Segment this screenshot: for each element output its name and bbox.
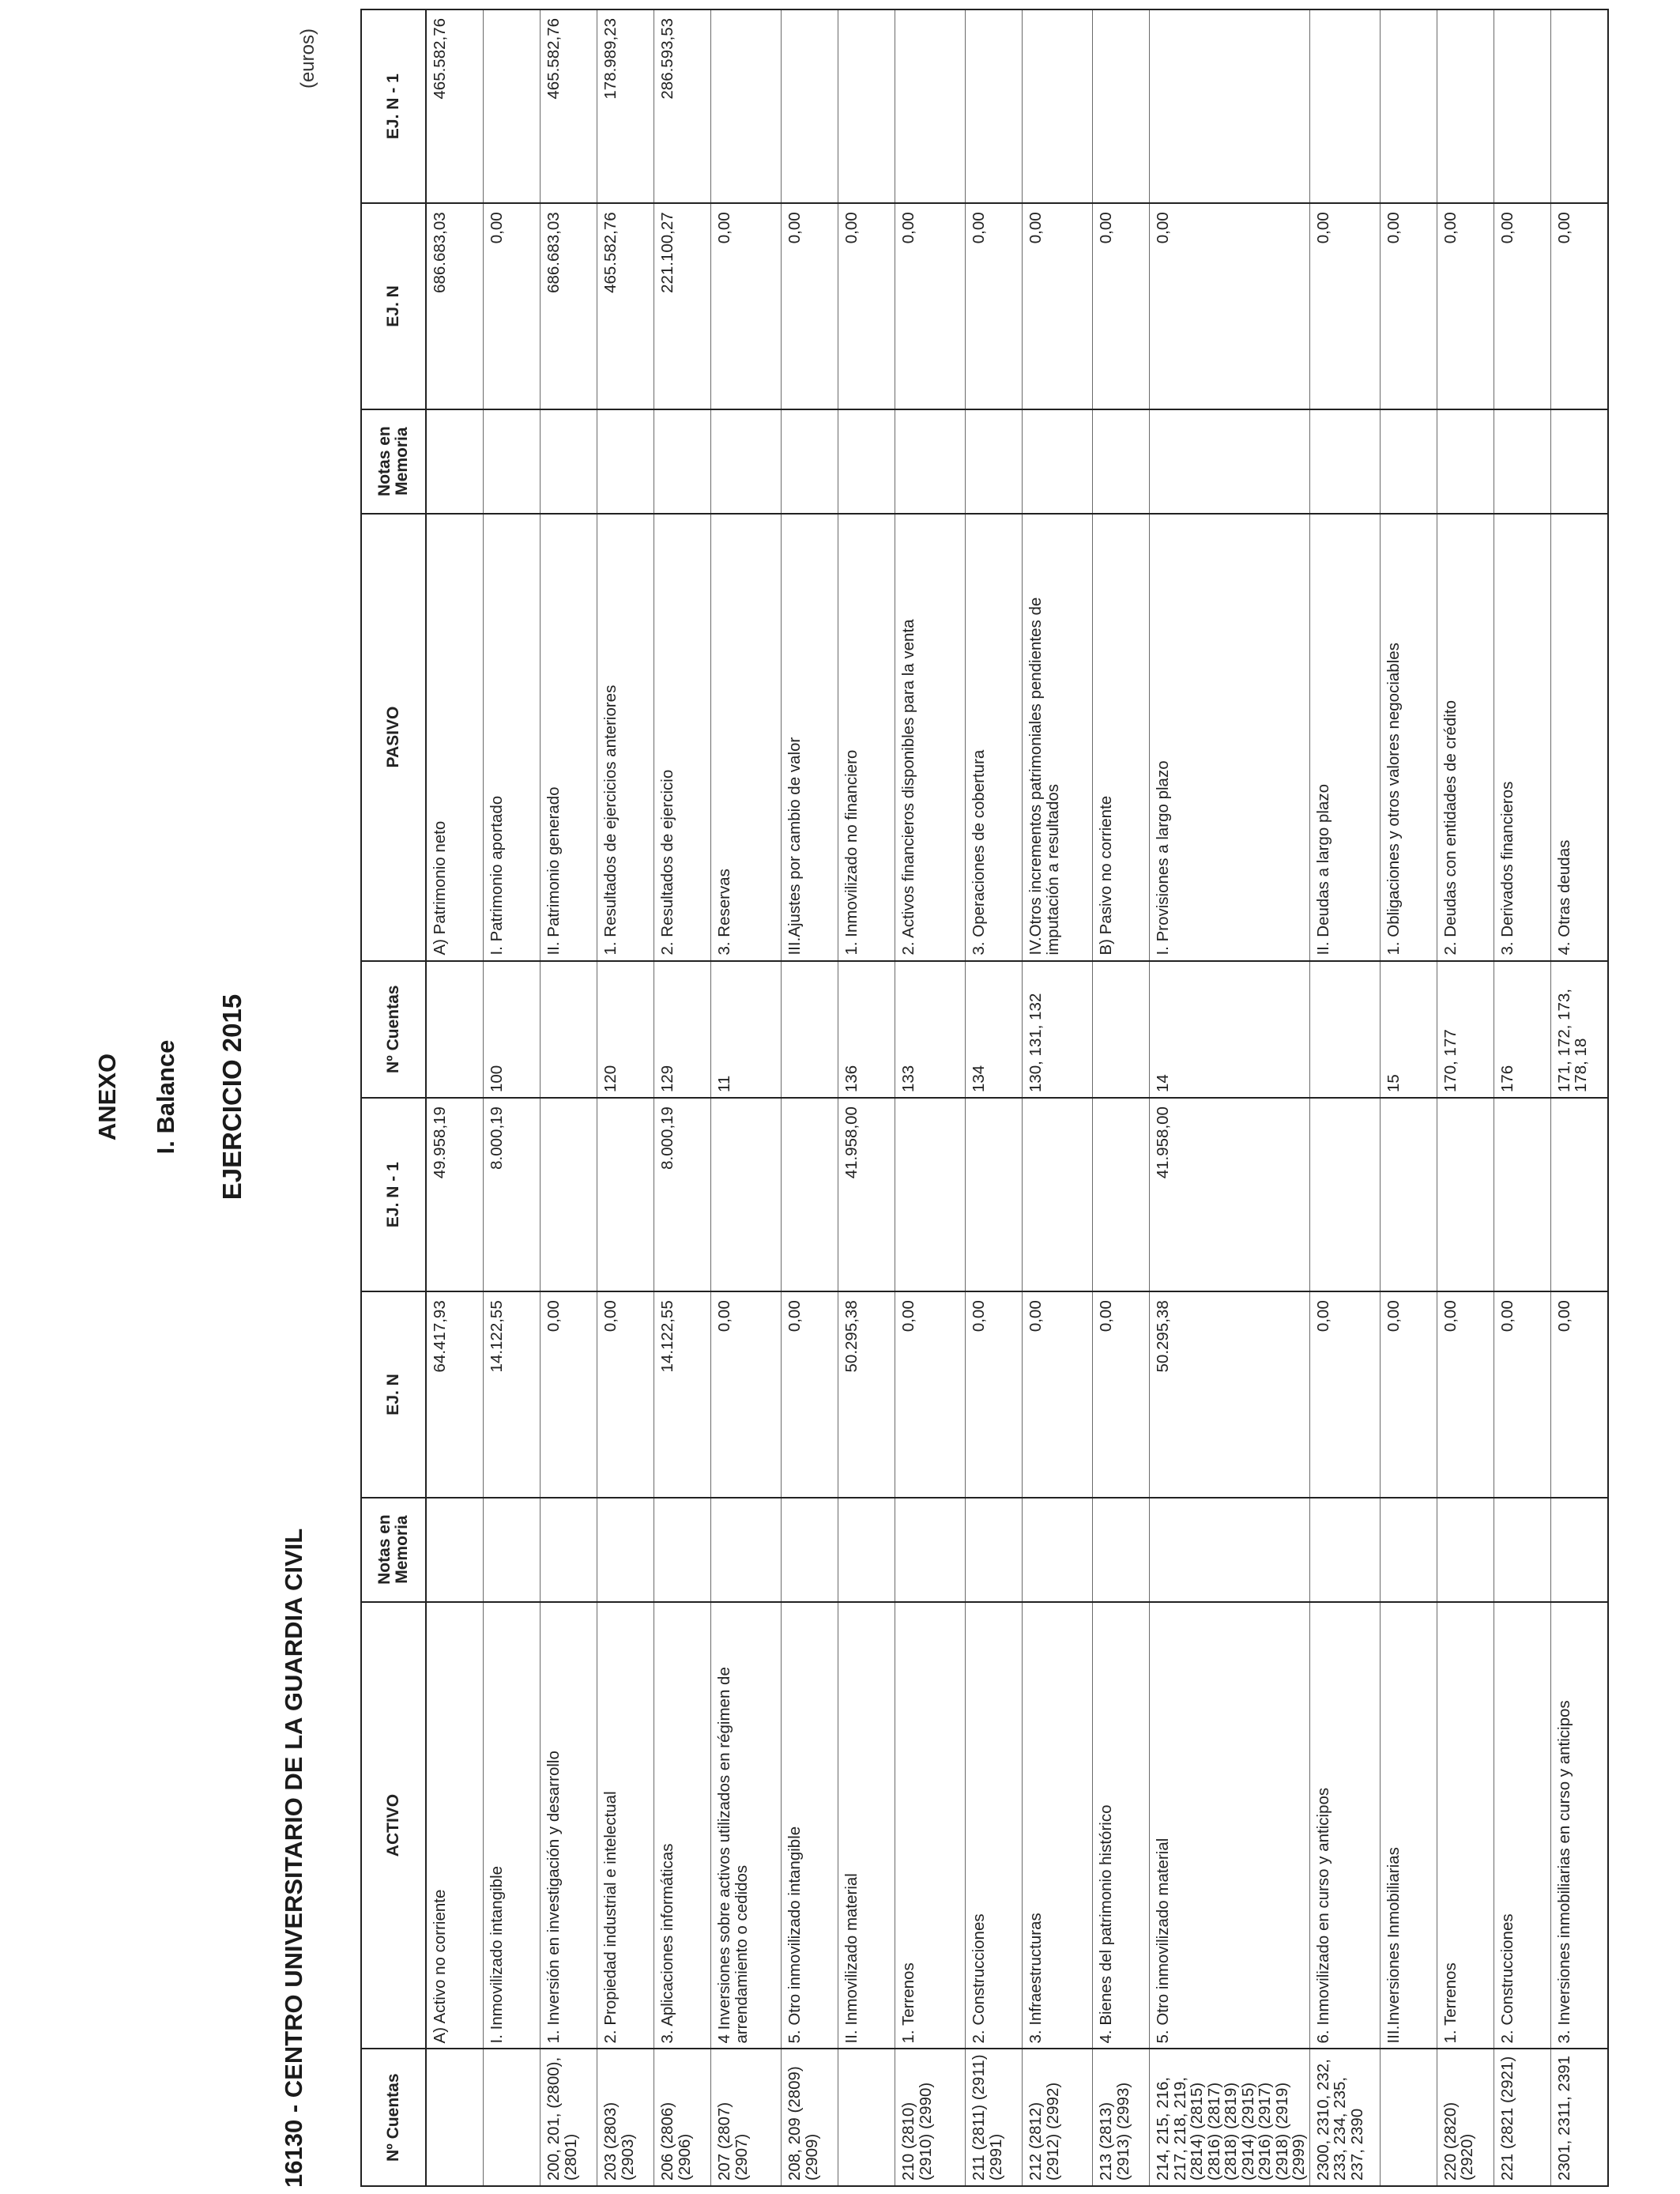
activo-accounts-cell: 210 (2810) (2910) (2990) [895, 2049, 966, 2186]
activo-ej-n-cell: 0,00 [1380, 1291, 1437, 1497]
header-activo-ej-n: EJ. N [361, 1291, 426, 1497]
pasivo-label-cell: II. Deudas a largo plazo [1309, 514, 1380, 961]
pasivo-ej-n1-cell [711, 9, 782, 203]
activo-ej-n-cell: 0,00 [1093, 1291, 1150, 1497]
activo-label-cell: 5. Otro inmovilizado material [1150, 1602, 1310, 2049]
pasivo-notes-cell [1093, 409, 1150, 514]
activo-label-cell: 1. Terrenos [1437, 1602, 1494, 2049]
pasivo-label-cell: 1. Inmovilizado no financiero [838, 514, 895, 961]
activo-notes-cell [1437, 1498, 1494, 1602]
notes-line2: Memoria [393, 427, 411, 496]
table-row [1437, 9, 1494, 2186]
activo-ej-n1-cell [541, 1098, 597, 1291]
activo-notes-cell [711, 1498, 782, 1602]
activo-notes-cell [1494, 1498, 1550, 1602]
pasivo-notes-cell [782, 409, 838, 514]
pasivo-ej-n1-cell [1150, 9, 1310, 203]
activo-label-cell: III.Inversiones Inmobiliarias [1380, 1602, 1437, 2049]
activo-notes-cell [1550, 1498, 1608, 1602]
header-row [361, 9, 426, 2186]
activo-notes-cell [838, 1498, 895, 1602]
pasivo-accounts-cell: 170, 177 [1437, 961, 1494, 1099]
activo-label-cell: I. Inmovilizado intangible [484, 1602, 541, 2049]
activo-accounts-cell [838, 2049, 895, 2186]
pasivo-ej-n1-cell [966, 9, 1023, 203]
pasivo-ej-n-cell: 465.582,76 [597, 203, 654, 409]
pasivo-ej-n-cell: 0,00 [1093, 203, 1150, 409]
activo-notes-cell [966, 1498, 1023, 1602]
pasivo-notes-cell [426, 409, 484, 514]
pasivo-notes-cell [1150, 409, 1310, 514]
activo-notes-cell [782, 1498, 838, 1602]
pasivo-ej-n1-cell [484, 9, 541, 203]
pasivo-notes-cell [966, 409, 1023, 514]
activo-ej-n-cell: 0,00 [1550, 1291, 1608, 1497]
activo-label-cell: 1. Inversión en investigación y desarrollo [541, 1602, 597, 2049]
pasivo-notes-cell [838, 409, 895, 514]
pasivo-label-cell: 3. Reservas [711, 514, 782, 961]
activo-ej-n1-cell [1093, 1098, 1150, 1291]
pasivo-ej-n1-cell [1550, 9, 1608, 203]
activo-accounts-cell: 206 (2806) (2906) [654, 2049, 711, 2186]
pasivo-notes-cell [895, 409, 966, 514]
pasivo-accounts-cell: 120 [597, 961, 654, 1099]
activo-label-cell: 3. Aplicaciones informáticas [654, 1602, 711, 2049]
pasivo-accounts-cell: 129 [654, 961, 711, 1099]
activo-label-cell: 2. Construcciones [1494, 1602, 1550, 2049]
pasivo-ej-n-cell: 0,00 [1150, 203, 1310, 409]
activo-label-cell: 2. Propiedad industrial e intelectual [597, 1602, 654, 2049]
pasivo-label-cell: 4. Otras deudas [1550, 514, 1608, 961]
activo-accounts-cell: 200, 201, (2800), (2801) [541, 2049, 597, 2186]
pasivo-ej-n1-cell [1023, 9, 1093, 203]
pasivo-accounts-cell: 14 [1150, 961, 1310, 1099]
activo-ej-n1-cell: 8.000,19 [484, 1098, 541, 1291]
pasivo-notes-cell [1023, 409, 1093, 514]
activo-ej-n1-cell [1437, 1098, 1494, 1291]
activo-label-cell: A) Activo no corriente [426, 1602, 484, 2049]
pasivo-ej-n-cell: 221.100,27 [654, 203, 711, 409]
pasivo-ej-n-cell: 0,00 [1550, 203, 1608, 409]
notes-line1: Notas en [375, 1514, 394, 1585]
table-row [654, 9, 711, 2186]
activo-accounts-cell: 208, 209 (2809) (2909) [782, 2049, 838, 2186]
activo-label-cell: 1. Terrenos [895, 1602, 966, 2049]
header-activo-notes [361, 1498, 426, 1602]
table-row [1380, 9, 1437, 2186]
table-row [1023, 9, 1093, 2186]
activo-ej-n-cell: 0,00 [966, 1291, 1023, 1497]
pasivo-notes-cell [1437, 409, 1494, 514]
activo-notes-cell [1023, 1498, 1093, 1602]
header-pasivo-notes [361, 409, 426, 514]
table-row [1093, 9, 1150, 2186]
table-body [426, 9, 1608, 2186]
table-row [1550, 9, 1608, 2186]
pasivo-accounts-cell [1093, 961, 1150, 1099]
pasivo-ej-n-cell: 0,00 [1437, 203, 1494, 409]
activo-accounts-cell: 203 (2803) (2903) [597, 2049, 654, 2186]
pasivo-label-cell: IV.Otros incrementos patrimoniales pendientes de imputación a resultados [1023, 514, 1093, 961]
activo-ej-n-cell: 0,00 [711, 1291, 782, 1497]
notes-line2: Memoria [393, 1515, 411, 1584]
pasivo-ej-n1-cell: 286.593,53 [654, 9, 711, 203]
activo-accounts-cell: 207 (2807) (2907) [711, 2049, 782, 2186]
activo-ej-n-cell: 0,00 [1437, 1291, 1494, 1497]
currency-unit: (euros) [297, 28, 318, 89]
pasivo-ej-n1-cell [1437, 9, 1494, 203]
activo-label-cell: 5. Otro inmovilizado intangible [782, 1602, 838, 2049]
pasivo-accounts-cell: 171, 172, 173, 178, 18 [1550, 961, 1608, 1099]
table-row [1309, 9, 1380, 2186]
pasivo-ej-n1-cell [1093, 9, 1150, 203]
pasivo-ej-n1-cell: 178.989,23 [597, 9, 654, 203]
table-row [484, 9, 541, 2186]
activo-accounts-cell: 212 (2812) (2912) (2992) [1023, 2049, 1093, 2186]
pasivo-accounts-cell: 130, 131, 132 [1023, 961, 1093, 1099]
notes-line1: Notas en [375, 426, 394, 496]
activo-ej-n-cell: 0,00 [895, 1291, 966, 1497]
table-row [782, 9, 838, 2186]
activo-ej-n1-cell [966, 1098, 1023, 1291]
activo-notes-cell [1093, 1498, 1150, 1602]
activo-ej-n-cell: 64.417,93 [426, 1291, 484, 1497]
activo-accounts-cell: 2301, 2311, 2391 [1550, 2049, 1608, 2186]
header-pasivo-accounts: Nº Cuentas [361, 961, 426, 1099]
activo-notes-cell [895, 1498, 966, 1602]
activo-notes-cell [654, 1498, 711, 1602]
pasivo-accounts-cell [1309, 961, 1380, 1099]
activo-ej-n-cell: 14.122,55 [654, 1291, 711, 1497]
activo-label-cell: 3. Inversiones inmobiliarias en curso y anticipos [1550, 1602, 1608, 2049]
activo-accounts-cell: 220 (2820) (2920) [1437, 2049, 1494, 2186]
pasivo-label-cell: A) Patrimonio neto [426, 514, 484, 961]
activo-label-cell: 4. Bienes del patrimonio histórico [1093, 1602, 1150, 2049]
activo-accounts-cell [484, 2049, 541, 2186]
pasivo-ej-n-cell: 0,00 [1309, 203, 1380, 409]
pasivo-ej-n-cell: 0,00 [838, 203, 895, 409]
pasivo-ej-n1-cell [782, 9, 838, 203]
pasivo-label-cell: I. Provisiones a largo plazo [1150, 514, 1310, 961]
pasivo-accounts-cell [426, 961, 484, 1099]
activo-ej-n1-cell [1023, 1098, 1093, 1291]
pasivo-ej-n1-cell [1494, 9, 1550, 203]
table-row [711, 9, 782, 2186]
pasivo-ej-n1-cell [838, 9, 895, 203]
activo-notes-cell [1309, 1498, 1380, 1602]
pasivo-accounts-cell [782, 961, 838, 1099]
pasivo-accounts-cell: 136 [838, 961, 895, 1099]
pasivo-ej-n1-cell: 465.582,76 [426, 9, 484, 203]
pasivo-notes-cell [597, 409, 654, 514]
pasivo-label-cell: 1. Obligaciones y otros valores negociables [1380, 514, 1437, 961]
pasivo-accounts-cell: 133 [895, 961, 966, 1099]
activo-accounts-cell [1380, 2049, 1437, 2186]
table-row [1494, 9, 1550, 2186]
pasivo-accounts-cell: 11 [711, 961, 782, 1099]
pasivo-accounts-cell: 15 [1380, 961, 1437, 1099]
pasivo-ej-n-cell: 0,00 [966, 203, 1023, 409]
table-row [541, 9, 597, 2186]
activo-ej-n1-cell [597, 1098, 654, 1291]
pasivo-ej-n-cell: 686.683,03 [541, 203, 597, 409]
activo-accounts-cell [426, 2049, 484, 2186]
annex-heading: ANEXO [93, 1053, 121, 1141]
table-row [966, 9, 1023, 2186]
pasivo-label-cell: 2. Activos financieros disponibles para la venta [895, 514, 966, 961]
activo-notes-cell [597, 1498, 654, 1602]
pasivo-ej-n1-cell [1309, 9, 1380, 203]
activo-ej-n-cell: 0,00 [541, 1291, 597, 1497]
activo-notes-cell [426, 1498, 484, 1602]
pasivo-notes-cell [654, 409, 711, 514]
activo-ej-n1-cell: 49.958,19 [426, 1098, 484, 1291]
activo-ej-n1-cell [1380, 1098, 1437, 1291]
pasivo-ej-n-cell: 0,00 [1023, 203, 1093, 409]
activo-ej-n1-cell: 41.958,00 [838, 1098, 895, 1291]
pasivo-notes-cell [1309, 409, 1380, 514]
pasivo-accounts-cell: 176 [1494, 961, 1550, 1099]
pasivo-ej-n-cell: 0,00 [484, 203, 541, 409]
activo-accounts-cell: 211 (2811) (2911) (2991) [966, 2049, 1023, 2186]
section-heading: I. Balance [152, 1039, 179, 1155]
activo-ej-n1-cell [1550, 1098, 1608, 1291]
table-row [838, 9, 895, 2186]
activo-ej-n1-cell [895, 1098, 966, 1291]
activo-ej-n-cell: 0,00 [1494, 1291, 1550, 1497]
pasivo-label-cell: 3. Derivados financieros [1494, 514, 1550, 961]
entity-title: 16130 - CENTRO UNIVERSITARIO DE LA GUARDIA CIVIL [280, 1528, 307, 2188]
pasivo-ej-n1-cell: 465.582,76 [541, 9, 597, 203]
header-pasivo: PASIVO [361, 514, 426, 961]
table-row [426, 9, 484, 2186]
header-activo: ACTIVO [361, 1602, 426, 2049]
pasivo-label-cell: B) Pasivo no corriente [1093, 514, 1150, 961]
activo-ej-n1-cell [782, 1098, 838, 1291]
activo-ej-n-cell: 0,00 [1309, 1291, 1380, 1497]
pasivo-label-cell: 2. Deudas con entidades de crédito [1437, 514, 1494, 961]
activo-label-cell: 2. Construcciones [966, 1602, 1023, 2049]
activo-notes-cell [484, 1498, 541, 1602]
activo-ej-n1-cell: 41.958,00 [1150, 1098, 1310, 1291]
pasivo-notes-cell [1550, 409, 1608, 514]
pasivo-ej-n-cell: 0,00 [895, 203, 966, 409]
pasivo-ej-n-cell: 0,00 [711, 203, 782, 409]
activo-ej-n1-cell: 8.000,19 [654, 1098, 711, 1291]
header-activo-accounts: Nº Cuentas [361, 2049, 426, 2186]
balance-sheet [360, 9, 1591, 2187]
pasivo-ej-n-cell: 686.683,03 [426, 203, 484, 409]
balance-table [360, 9, 1609, 2187]
activo-accounts-cell: 2300, 2310, 232, 233, 234, 235, 237, 2390 [1309, 2049, 1380, 2186]
pasivo-ej-n1-cell [895, 9, 966, 203]
activo-notes-cell [1150, 1498, 1310, 1602]
activo-label-cell: 3. Infraestructuras [1023, 1602, 1093, 2049]
pasivo-notes-cell [484, 409, 541, 514]
activo-ej-n-cell: 14.122,55 [484, 1291, 541, 1497]
pasivo-label-cell: II. Patrimonio generado [541, 514, 597, 961]
pasivo-notes-cell [1380, 409, 1437, 514]
activo-ej-n-cell: 50.295,38 [1150, 1291, 1310, 1497]
pasivo-label-cell: I. Patrimonio aportado [484, 514, 541, 961]
activo-ej-n1-cell [1494, 1098, 1550, 1291]
activo-label-cell: 4 Inversiones sobre activos utilizados en régimen de arrendamiento o cedidos [711, 1602, 782, 2049]
pasivo-label-cell: 1. Resultados de ejercicios anteriores [597, 514, 654, 961]
header-pasivo-ej-n1: EJ. N - 1 [361, 9, 426, 203]
pasivo-accounts-cell: 134 [966, 961, 1023, 1099]
activo-ej-n1-cell [711, 1098, 782, 1291]
header-pasivo-ej-n: EJ. N [361, 203, 426, 409]
table-row [1150, 9, 1310, 2186]
pasivo-label-cell: 2. Resultados de ejercicio [654, 514, 711, 961]
activo-ej-n-cell: 50.295,38 [838, 1291, 895, 1497]
activo-ej-n1-cell [1309, 1098, 1380, 1291]
exercise-heading: EJERCICIO 2015 [217, 993, 247, 1201]
activo-label-cell: II. Inmovilizado material [838, 1602, 895, 2049]
pasivo-label-cell: III.Ajustes por cambio de valor [782, 514, 838, 961]
pasivo-notes-cell [1494, 409, 1550, 514]
pasivo-ej-n-cell: 0,00 [1380, 203, 1437, 409]
activo-accounts-cell: 213 (2813) (2913) (2993) [1093, 2049, 1150, 2186]
pasivo-ej-n1-cell [1380, 9, 1437, 203]
activo-notes-cell [541, 1498, 597, 1602]
pasivo-accounts-cell [541, 961, 597, 1099]
header-activo-ej-n1: EJ. N - 1 [361, 1098, 426, 1291]
activo-accounts-cell: 214, 215, 216, 217, 218, 219, (2814) (2815) (2816) (2817) (2818) (2819) (2914) (2915) (2916) (2917) (2918) (2919) (2999) [1150, 2049, 1310, 2186]
activo-ej-n-cell: 0,00 [782, 1291, 838, 1497]
pasivo-notes-cell [541, 409, 597, 514]
table-row [597, 9, 654, 2186]
pasivo-accounts-cell: 100 [484, 961, 541, 1099]
pasivo-notes-cell [711, 409, 782, 514]
table-row [895, 9, 966, 2186]
activo-ej-n-cell: 0,00 [597, 1291, 654, 1497]
pasivo-label-cell: 3. Operaciones de cobertura [966, 514, 1023, 961]
activo-notes-cell [1380, 1498, 1437, 1602]
activo-ej-n-cell: 0,00 [1023, 1291, 1093, 1497]
activo-label-cell: 6. Inmovilizado en curso y anticipos [1309, 1602, 1380, 2049]
activo-accounts-cell: 221 (2821 (2921) [1494, 2049, 1550, 2186]
pasivo-ej-n-cell: 0,00 [782, 203, 838, 409]
pasivo-ej-n-cell: 0,00 [1494, 203, 1550, 409]
